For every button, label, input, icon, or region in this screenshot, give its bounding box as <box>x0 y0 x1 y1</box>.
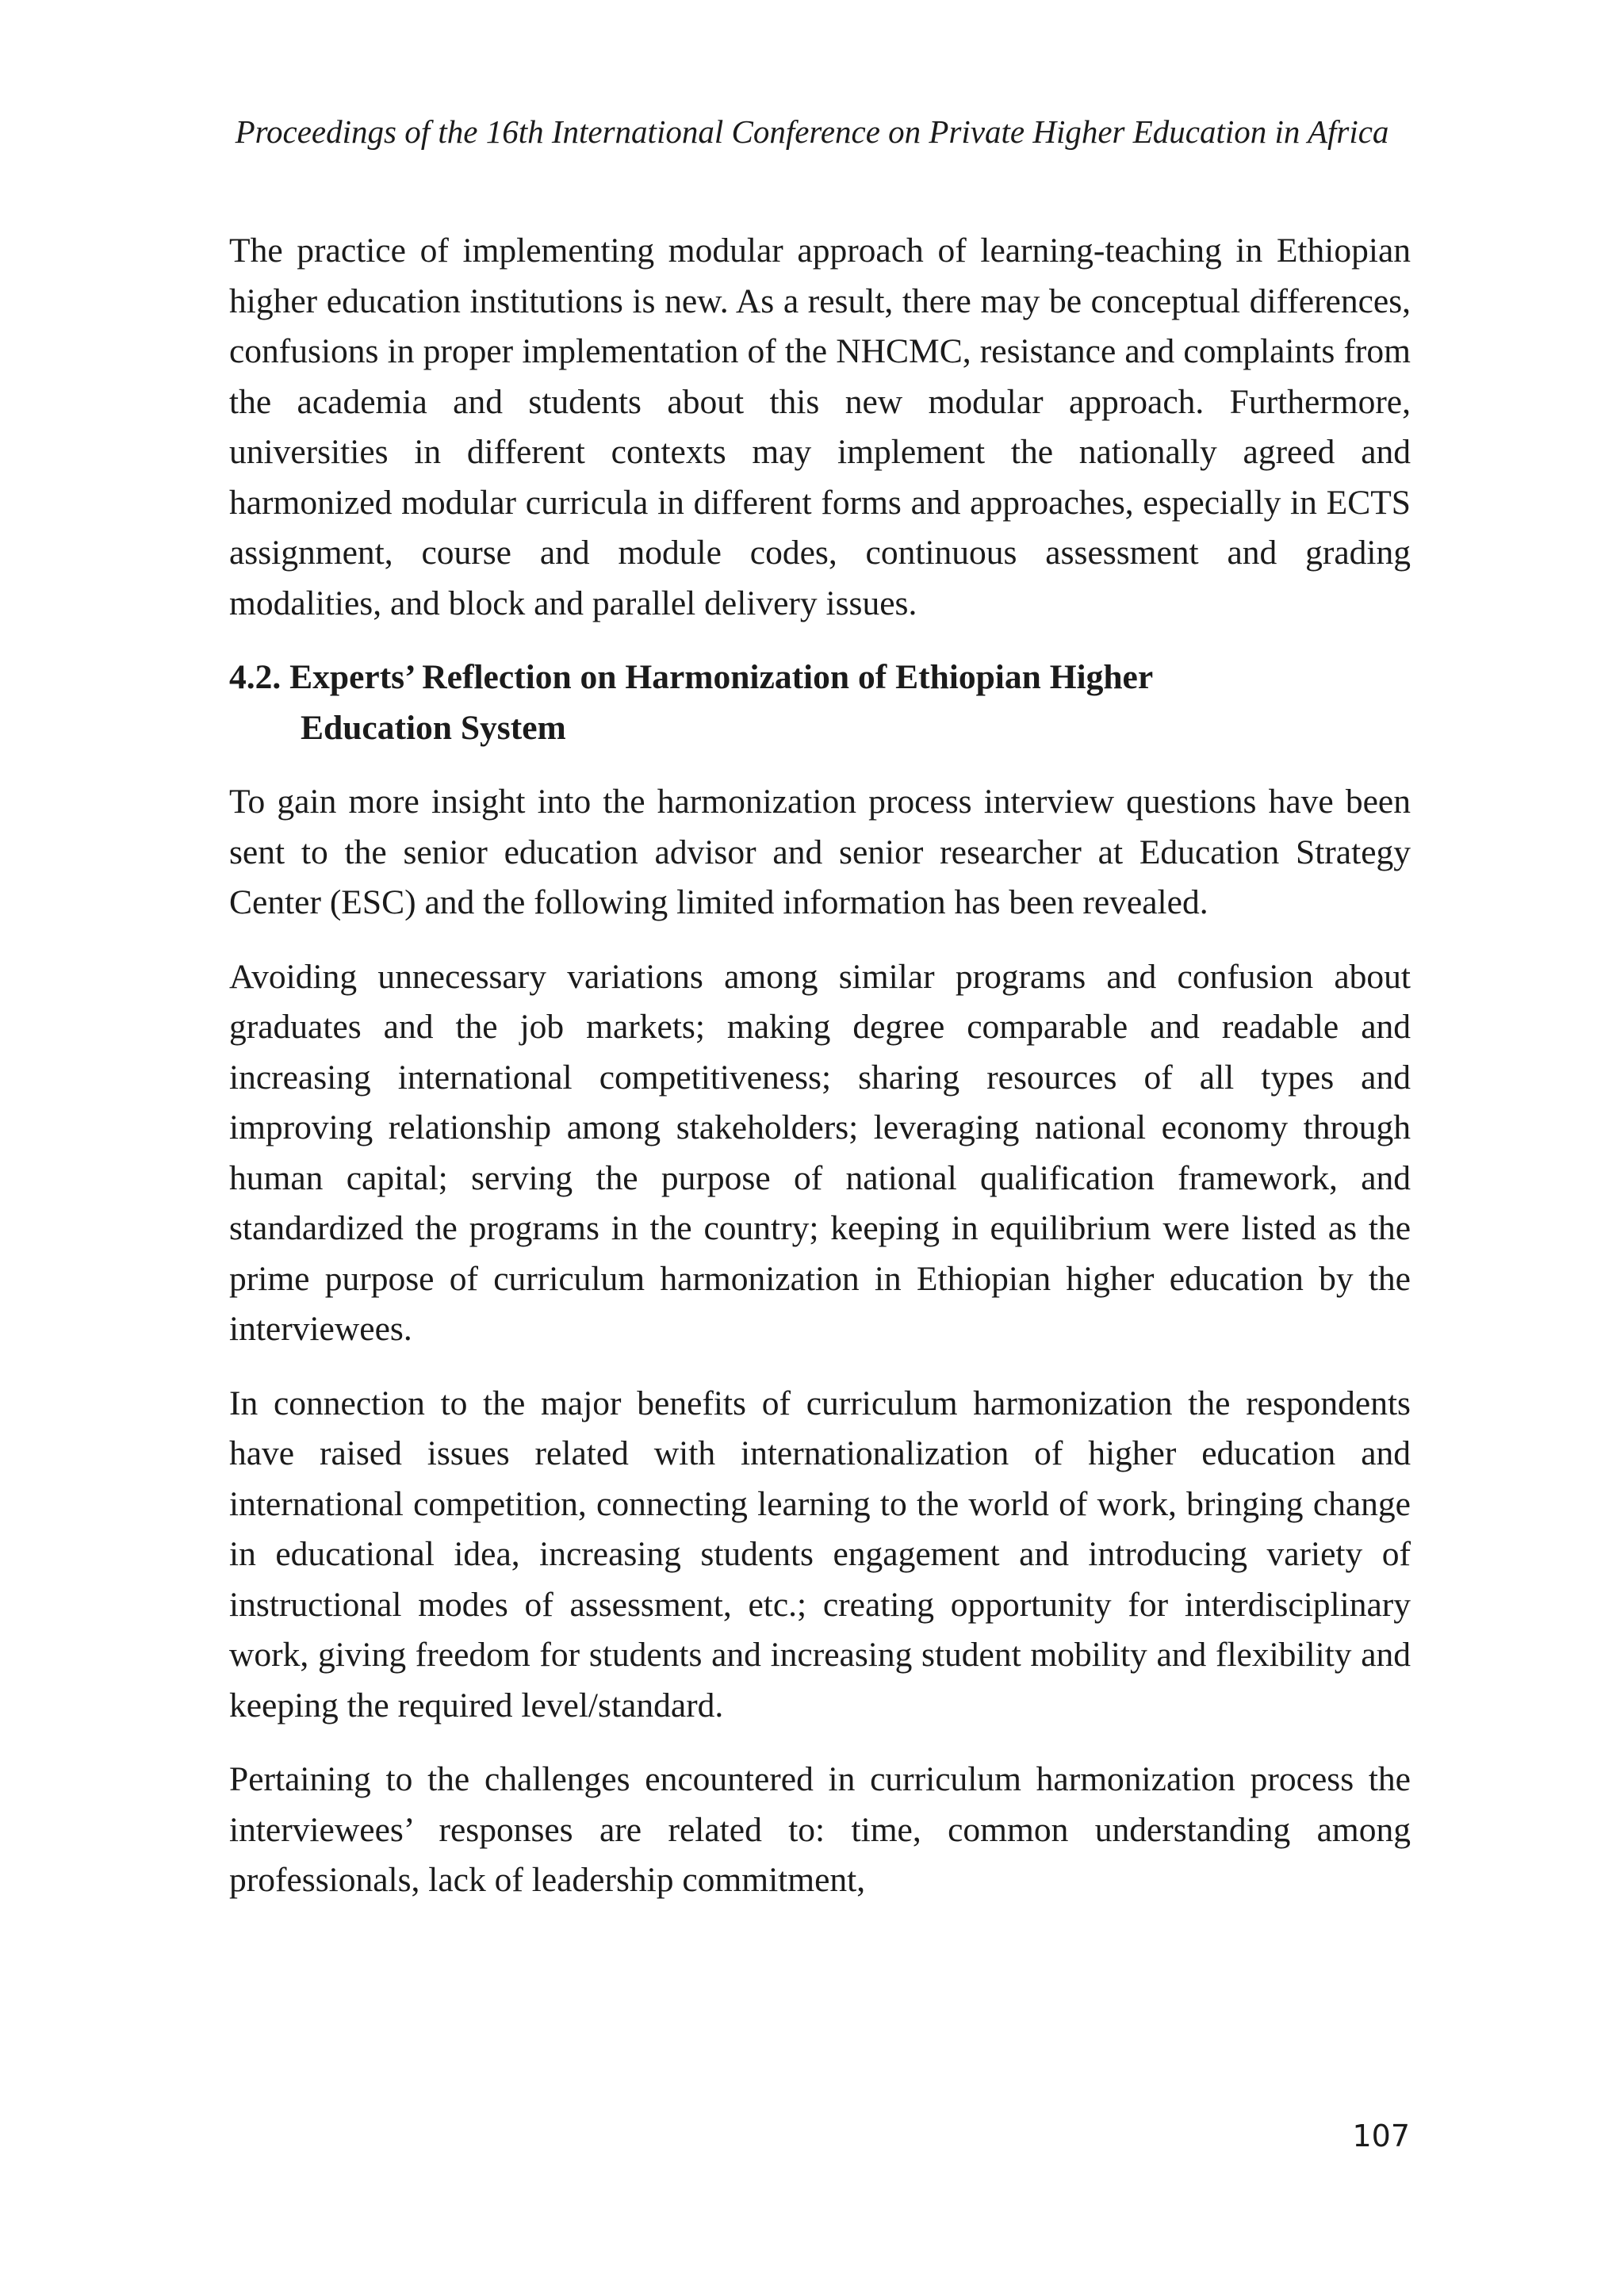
paragraph-major-benefits: In connection to the major benefits of curriculum harmonization the respondents have raised issues related with internationalization of higher education and international competition, connecting learning to the world of work, bringing change in educational idea, increasing students engagement and introducing variety of instructional modes of assessment, etc.; creating opportunity for interdisciplinary work, giving freedom for students and increasing student mobility and flexibility and keeping the required level/standard. <box>229 1384 1411 1725</box>
page-number: 107 <box>1352 2119 1410 2153</box>
paragraph-modular-approach: The practice of implementing modular approach of learning-teaching in Ethiopian higher education institutions is new. As a result, there may be conceptual differences, confusions in proper implementation of the NHCMC, resistance and complaints from the academia and students about this new modular approach. Furthermore, universities in different contexts may implement the nationally agreed and harmonized modular curricula in different forms and approaches, especially in ECTS assignment, course and module codes, continuous assessment and grading modalities, and block and parallel delivery issues. <box>229 232 1411 622</box>
running-header: Proceedings of the 16th International Conference on Private Higher Education in Africa <box>235 113 1389 150</box>
page-content <box>229 226 1411 1930</box>
section-heading-line-1: 4.2. Experts’ Reflection on Harmonization of Ethiopian Higher <box>229 658 1154 696</box>
paragraph-challenges: Pertaining to the challenges encountered in curriculum harmonization process the interviewees’ responses are related to: time, common understanding among professionals, lack of leadership commitment, <box>229 1760 1411 1899</box>
section-heading-4-2 <box>229 653 1411 753</box>
section-heading-line-2: Education System <box>301 708 566 747</box>
paragraph-prime-purpose: Avoiding unnecessary variations among similar programs and confusion about graduates and the job markets; making degree comparable and readable and increasing international competitiveness; sharing resources of all types and improving relationship among stakeholders; leveraging national economy through human capital; serving the purpose of national qualification framework, and standardized the programs in the country; keeping in equilibrium were listed as the prime purpose of curriculum harmonization in Ethiopian higher education by the interviewees. <box>229 957 1411 1348</box>
paragraph-interview-insight: To gain more insight into the harmonization process interview questions have been sent to the senior education advisor and senior researcher at Education Strategy Center (ESC) and the following limited information has been revealed. <box>229 783 1411 921</box>
